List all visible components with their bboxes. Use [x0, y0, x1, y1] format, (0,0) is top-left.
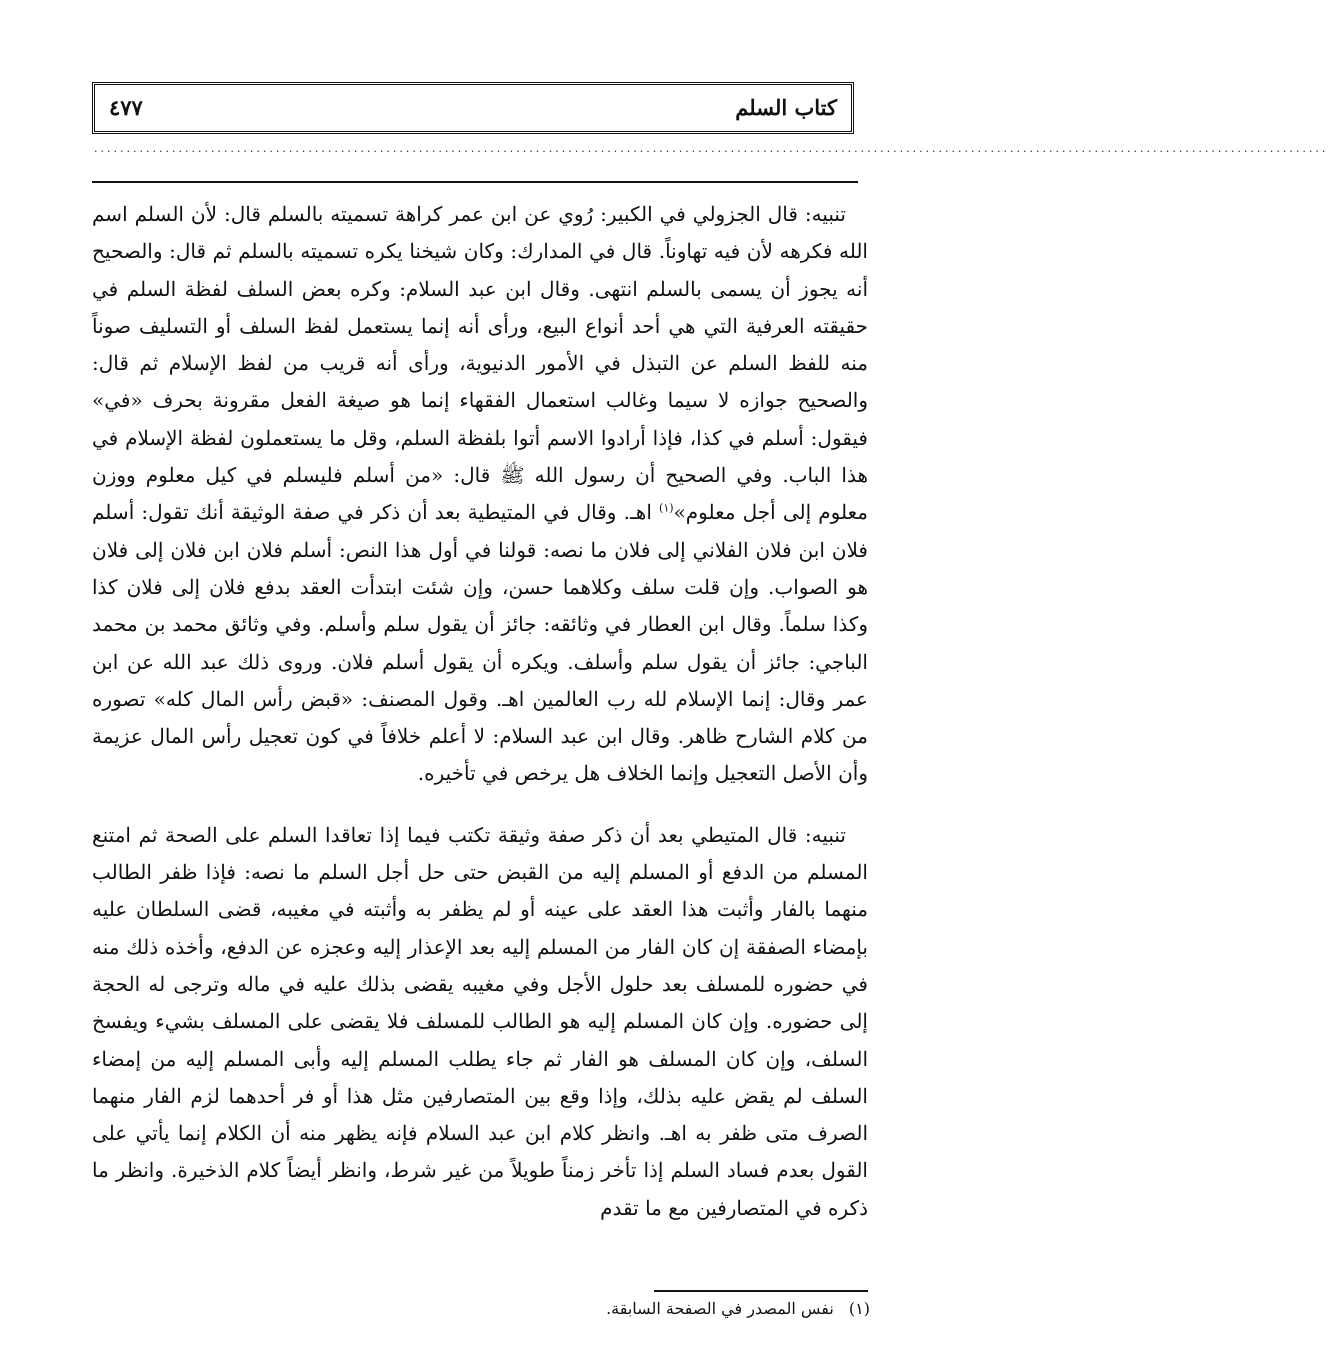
paragraph-1	[92, 196, 868, 793]
main-text	[92, 196, 868, 1227]
paragraph-1-text-a: تنبيه: قال الجزولي في الكبير: رُوي عن ابن عمر كراهة تسميته بالسلم قال: لأن السلم اسم الله فكرهه لأن فيه تهاوناً. قال في المدارك: وكان شيخنا يكره تسميته بالسلم ثم قال: والصحيح أنه يجوز أن يسمى بالسلم انتهى. وقال ابن عبد السلام: وكره بعض السلف لفظة السلم في حقيقته العرفية التي هي أحد أنواع البيع، ورأى أنه إنما يستعمل لفظ السلف أو التسليف صوناً منه للفظ السلم عن التبذل في الأمور الدنيوية، ورأى أنه قريب من لفظ الإسلام ثم قال: والصحيح جوازه لا سيما وغالب استعمال الفقهاء إنما هو صيغة الفعل مقرونة بحرف «في» فيقول: أسلم في كذا، فإذا أرادوا الاسم أتوا بلفظة السلم، وقل ما يستعملون لفظة الإسلام في هذا الباب. وفي الصحيح أن رسول الله ﷺ قال: «من أسلم فليسلم في كيل معلوم ووزن معلوم إلى أجل معلوم»	[92, 202, 868, 525]
footnote-marker: (١)	[659, 501, 674, 515]
header-rule	[92, 181, 858, 183]
dotted-separator: ..............................................................................................................................................................................................	[94, 142, 1328, 155]
page-number: ٤٧٧	[109, 95, 143, 120]
footnote-rule	[654, 1290, 868, 1292]
footnote	[170, 1296, 870, 1322]
book-title: كتاب السلم	[735, 95, 837, 120]
footnote-number: (١)	[848, 1299, 870, 1318]
paragraph-1-text-b: اهـ. وقال في المتيطية بعد أن ذكر في صفة الوثيقة أنك تقول: أسلم فلان ابن فلان الفلاني إلى فلان ما نصه: قولنا في أول هذا النص: أسلم فلان ابن فلان إلى فلان هو الصواب. وإن قلت سلف وكلاهما حسن، وإن شئت ابتدأت العقد بدفع فلان إلى فلان كذا وكذا سلماً. وقال ابن العطار في وثائقه: جائز أن يقول سلم وأسلم. وفي وثائق محمد بن محمد الباجي: جائز أن يقول سلم وأسلف. ويكره أن يقول أسلم فلان. وروى ذلك عبد الله عن ابن عمر وقال: إنما الإسلام لله رب العالمين اهـ. وقول المصنف: «قبض رأس المال كله» تصوره من كلام الشارح ظاهر. وقال ابن عبد السلام: لا أعلم خلافاً في كون تعجيل رأس المال عزيمة وأن الأصل التعجيل وإنما الخلاف هل يرخص في تأخيره.	[92, 500, 868, 786]
paragraph-2: تنبيه: قال المتيطي بعد أن ذكر صفة وثيقة تكتب فيما إذا تعاقدا السلم على الصحة ثم امتنع المسلم من الدفع أو المسلم إليه من القبض حتى حل أجل السلم ما نصه: فإذا ظفر الطالب منهما بالفار وأثبت هذا العقد على عينه أو لم يظفر به وأثبته في مغيبه، قضى السلطان عليه بإمضاء الصفقة إن كان الفار من المسلم إليه بعد الإعذار إليه وعجزه عن الدفع، وأخذه ذلك منه في حضوره للمسلف بعد حلول الأجل وفي مغيبه يقضى بذلك عليه في ماله وترجى له الحجة إلى حضوره. وإن كان المسلم إليه هو الطالب للمسلف فلا يقضى على المسلف بشيء ويفسخ السلف، وإن كان المسلف هو الفار ثم جاء يطلب المسلم إليه وأبى المسلم إليه من إمضاء السلف لم يقض عليه بذلك، وإذا وقع بين المتصارفين مثل هذا أو فر أحدهما لزم الفار منهما الصرف متى ظفر به اهـ. وانظر كلام ابن عبد السلام فإنه يظهر منه أن الكلام إنما يأتي على القول بعدم فساد السلم إذا تأخر زمناً طويلاً من غير شرط، وانظر أيضاً كلام الذخيرة. وانظر ما ذكره في المتصارفين مع ما تقدم	[92, 822, 868, 1220]
footnote-text: نفس المصدر في الصفحة السابقة.	[606, 1299, 834, 1318]
running-header	[92, 82, 854, 134]
